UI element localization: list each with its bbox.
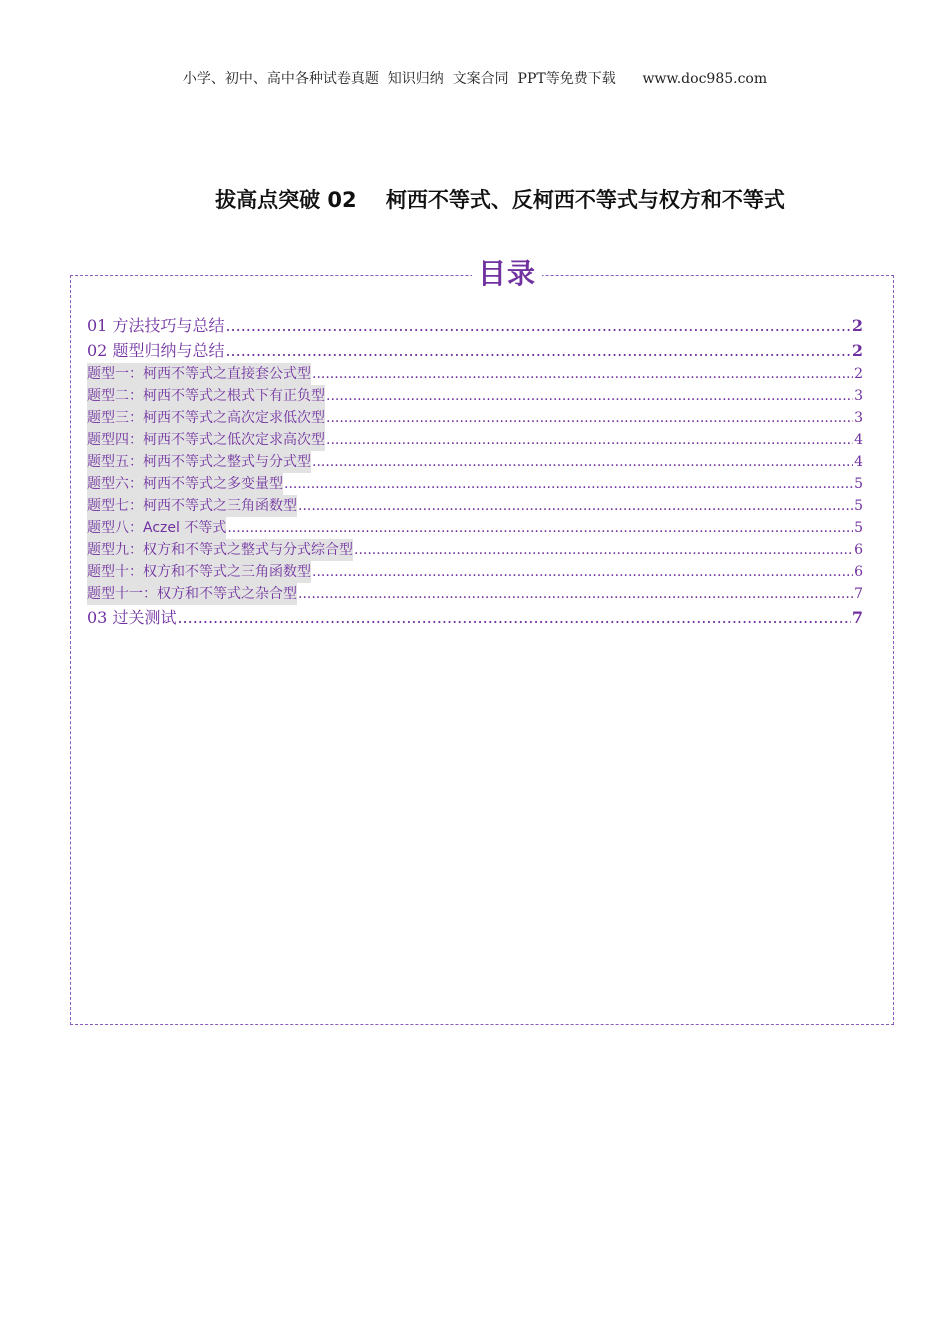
- toc-leader: [225, 338, 850, 363]
- toc-entry-page: 2: [851, 341, 863, 360]
- toc-entry-text: 题型六：柯西不等式之多变量型: [87, 473, 283, 495]
- toc-entry-text: 题型七：柯西不等式之三角函数型: [87, 495, 297, 517]
- toc-entry[interactable]: [87, 495, 863, 517]
- toc-heading: 目录: [0, 252, 950, 292]
- toc-entry[interactable]: [87, 407, 863, 429]
- toc-leader: [312, 451, 853, 473]
- toc-entry[interactable]: [87, 385, 863, 407]
- toc-entry-text: 题型九：权方和不等式之整式与分式综合型: [87, 539, 353, 561]
- toc-leader: [312, 561, 853, 583]
- toc-entry-page: 2: [854, 366, 863, 382]
- toc-leader: [312, 363, 853, 385]
- toc-entry[interactable]: [87, 429, 863, 451]
- toc-entry-text: 01 方法技巧与总结: [87, 316, 225, 335]
- toc-entry-text: 题型五：柯西不等式之整式与分式型: [87, 451, 311, 473]
- toc-entry-text: 题型十一：权方和不等式之杂合型: [87, 583, 297, 605]
- toc-entry-page: 4: [854, 454, 863, 470]
- toc-entry[interactable]: [87, 605, 863, 630]
- toc-entry-page: 5: [854, 476, 863, 492]
- toc-leader: [298, 583, 853, 605]
- toc-leader: [284, 473, 853, 495]
- toc-entry-page: 3: [854, 410, 863, 426]
- toc-entry-page: 3: [854, 388, 863, 404]
- page-header: 小学、初中、高中各种试卷真题 知识归纳 文案合同 PPT等免费下载 www.doc985.com: [182, 71, 768, 87]
- toc-entry[interactable]: [87, 583, 863, 605]
- toc-leader: [326, 429, 853, 451]
- toc-leader: [354, 539, 853, 561]
- toc-entry-page: 4: [854, 432, 863, 448]
- toc-entry-text: 题型四：柯西不等式之低次定求高次型: [87, 429, 325, 451]
- toc-entry-page: 6: [854, 542, 863, 558]
- toc-entry-text: 题型二：柯西不等式之根式下有正负型: [87, 385, 325, 407]
- toc-list: [87, 313, 863, 630]
- toc-entry[interactable]: [87, 451, 863, 473]
- toc-entry[interactable]: [87, 338, 863, 363]
- toc-leader: [326, 407, 853, 429]
- toc-entry-text: 03 过关测试: [87, 608, 177, 627]
- toc-leader: [227, 517, 853, 539]
- toc-entry[interactable]: [87, 363, 863, 385]
- toc-entry[interactable]: [87, 517, 863, 539]
- toc-entry-page: 5: [854, 520, 863, 536]
- toc-entry[interactable]: [87, 313, 863, 338]
- toc-entry[interactable]: [87, 561, 863, 583]
- document-title: 拔高点突破 02 柯西不等式、反柯西不等式与权方和不等式: [215, 188, 785, 212]
- toc-leader: [298, 495, 853, 517]
- toc-entry-page: 7: [854, 586, 863, 602]
- toc-entry-text: 题型一：柯西不等式之直接套公式型: [87, 363, 311, 385]
- toc-entry[interactable]: [87, 539, 863, 561]
- toc-entry[interactable]: [87, 473, 863, 495]
- toc-entry-text: 题型三：柯西不等式之高次定求低次型: [87, 407, 325, 429]
- toc-entry-page: 2: [851, 316, 863, 335]
- toc-leader: [225, 313, 850, 338]
- toc-entry-text: 题型十：权方和不等式之三角函数型: [87, 561, 311, 583]
- toc-entry-page: 6: [854, 564, 863, 580]
- toc-entry-text: 题型八：Aczel 不等式: [87, 517, 226, 539]
- toc-entry-page: 5: [854, 498, 863, 514]
- toc-entry-page: 7: [851, 608, 863, 627]
- toc-leader: [177, 605, 850, 630]
- toc-entry-text: 02 题型归纳与总结: [87, 341, 225, 360]
- toc-leader: [326, 385, 853, 407]
